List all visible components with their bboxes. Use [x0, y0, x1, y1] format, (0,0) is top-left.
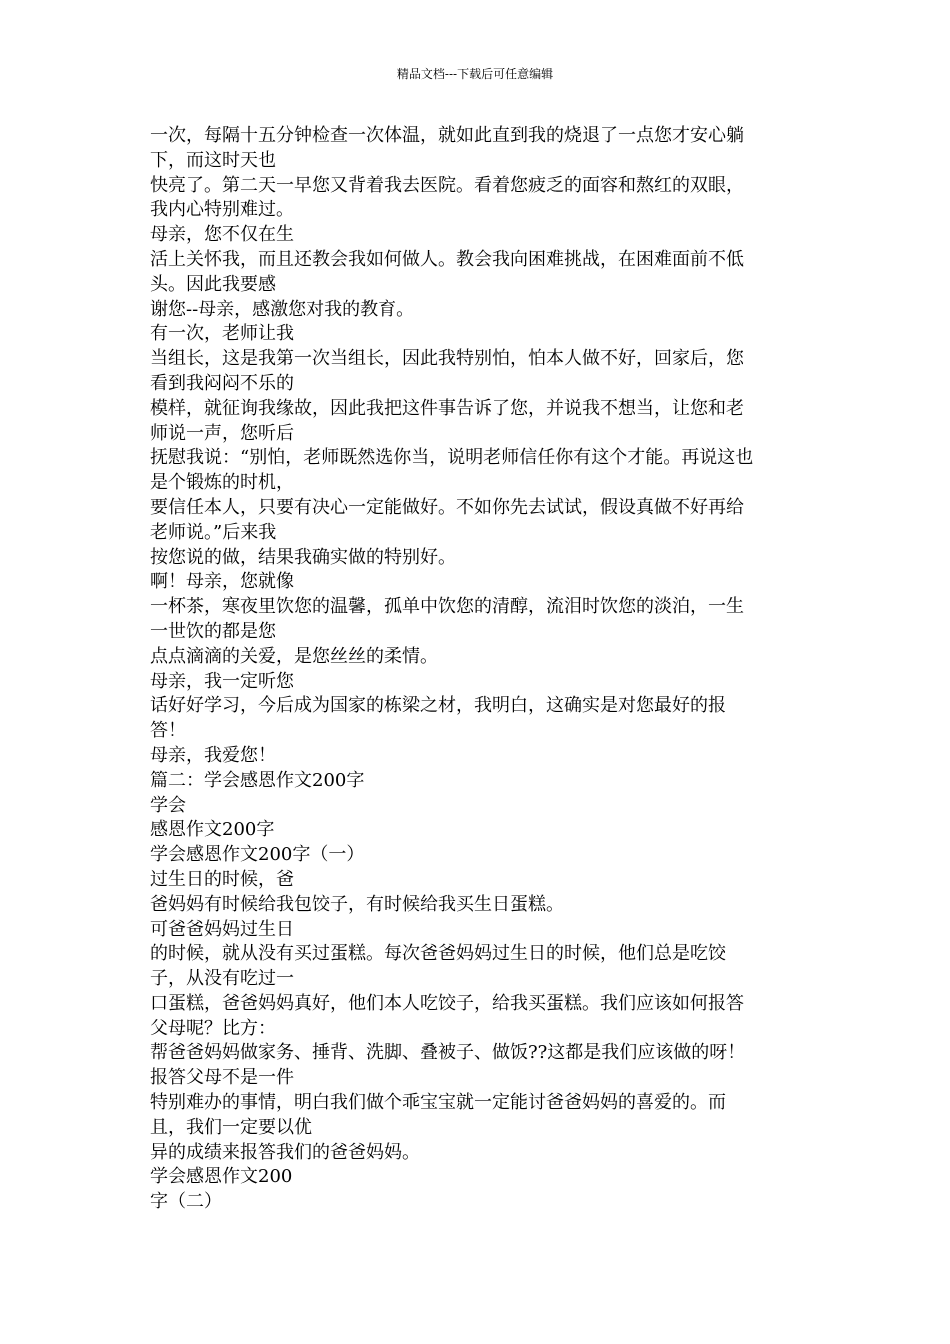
- subsection-heading: 学会感恩作文200字（一）: [150, 844, 365, 866]
- text-line: 我内心特别难过。: [150, 199, 294, 221]
- text-line: 下，而这时天也: [150, 149, 276, 171]
- text-line: 过生日的时候，爸: [150, 868, 294, 890]
- text-line: 特别难办的事情，明白我们做个乖宝宝就一定能讨爸爸妈妈的喜爱的。而: [150, 1092, 726, 1114]
- text-line: 是个锻炼的时机，: [150, 472, 294, 494]
- text-line: 且，我们一定要以优: [150, 1116, 312, 1138]
- text-line: 快亮了。第二天一早您又背着我去医院。看着您疲乏的面容和熬红的双眼，: [150, 174, 744, 196]
- text-line: 字（二）: [150, 1191, 222, 1213]
- text-line: 师说一声，您听后: [150, 422, 294, 444]
- text-line: 母亲，您不仅在生: [150, 224, 294, 246]
- text-line: 话好好学习，今后成为国家的栋梁之材，我明白，这确实是对您最好的报: [150, 695, 726, 717]
- text-line: 爸妈妈有时候给我包饺子，有时候给我买生日蛋糕。: [150, 893, 564, 915]
- text-line: 活上关怀我，而且还教会我如何做人。教会我向困难挑战，在困难面前不低: [150, 248, 744, 270]
- text-line: 要信任本人，只要有决心一定能做好。不如你先去试试，假设真做不好再给: [150, 496, 744, 518]
- text-line: 可爸爸妈妈过生日: [150, 918, 294, 940]
- document-body: [150, 124, 795, 1215]
- text-line: 感恩作文200字: [150, 819, 275, 841]
- text-line: 一次，每隔十五分钟检查一次体温，就如此直到我的烧退了一点您才安心躺: [150, 125, 744, 146]
- text-line: 母亲，我爱您！: [150, 744, 276, 766]
- text-line: 子，从没有吃过一: [150, 968, 294, 990]
- text-line: 谢您--母亲，感激您对我的教育。: [150, 298, 415, 320]
- text-line: 抚慰我说：“别怕，老师既然选你当，说明老师信任你有这个才能。再说这也: [150, 447, 754, 469]
- text-line: 老师说。”后来我: [150, 521, 277, 543]
- subsection-heading: 学会感恩作文200: [150, 1166, 293, 1188]
- text-line: 啊！母亲，您就像: [150, 571, 294, 593]
- text-line: 看到我闷闷不乐的: [150, 372, 294, 394]
- text-line: 按您说的做，结果我确实做的特别好。: [150, 546, 456, 568]
- text-line: 母亲，我一定听您: [150, 670, 294, 692]
- text-line: 一世饮的都是您: [150, 620, 276, 642]
- text-line: 点点滴滴的关爱，是您丝丝的柔情。: [150, 645, 438, 667]
- section-heading: 篇二：学会感恩作文200字: [150, 769, 365, 791]
- text-line: 当组长，这是我第一次当组长，因此我特别怕，怕本人做不好，回家后，您: [150, 348, 744, 370]
- text-line: 帮爸爸妈妈做家务、捶背、洗脚、叠被子、做饭??这都是我们应该做的呀！: [150, 1042, 746, 1064]
- text-line: 学会: [150, 794, 186, 816]
- text-line: 答！: [150, 720, 186, 742]
- text-line: 父母呢？比方：: [150, 1017, 276, 1039]
- text-line: 异的成绩来报答我们的爸爸妈妈。: [150, 1141, 420, 1163]
- text-line: 的时候，就从没有买过蛋糕。每次爸爸妈妈过生日的时候，他们总是吃饺: [150, 943, 726, 965]
- text-line: 一杯茶，寒夜里饮您的温馨，孤单中饮您的清醇，流泪时饮您的淡泊，一生: [150, 596, 744, 618]
- text-line: 报答父母不是一件: [150, 1067, 294, 1089]
- page-header: 精品文档---下载后可任意编辑: [396, 67, 554, 81]
- text-line: 模样，就征询我缘故，因此我把这件事告诉了您，并说我不想当，让您和老: [150, 397, 744, 419]
- text-line: 口蛋糕，爸爸妈妈真好，他们本人吃饺子，给我买蛋糕。我们应该如何报答: [150, 992, 744, 1014]
- text-line: 有一次，老师让我: [150, 323, 294, 345]
- text-line: 头。因此我要感: [150, 273, 276, 295]
